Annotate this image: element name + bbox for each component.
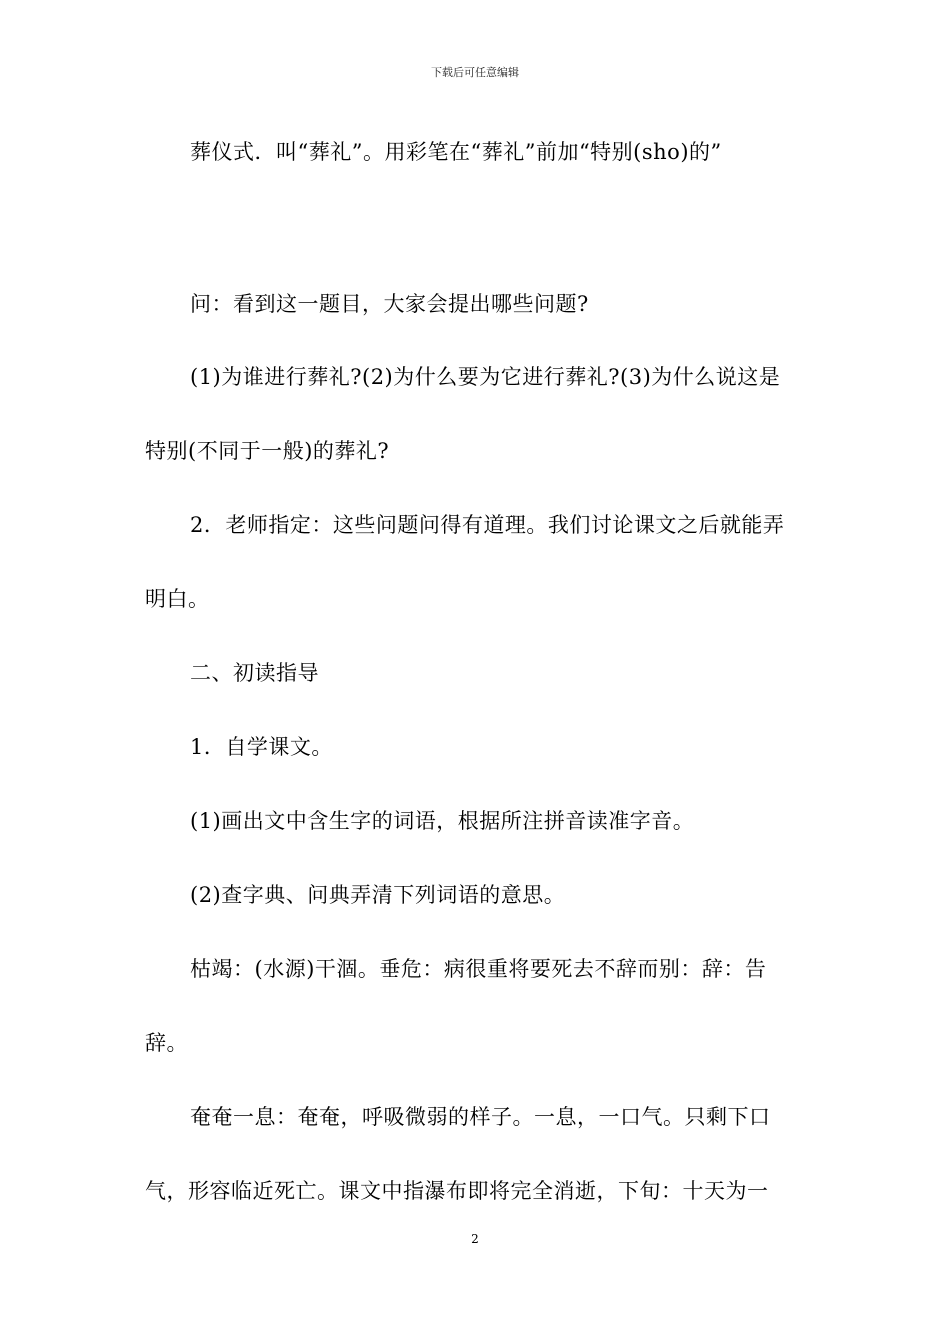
paragraph-line: 2．老师指定：这些问题问得有道理。我们讨论课文之后就能弄 [190, 513, 785, 537]
paragraph-line: (2)查字典、问典弄清下列词语的意思。 [190, 883, 566, 907]
page-number: 2 [471, 1232, 479, 1246]
paragraph-line: (1)画出文中含生字的词语，根据所注拼音读准字音。 [190, 809, 695, 833]
paragraph-line: 气，形容临近死亡。课文中指瀑布即将完全消逝，下旬：十天为一 [145, 1179, 769, 1203]
section-heading: 二、初读指导 [190, 661, 319, 685]
page-header: 下载后可任意编辑 [431, 66, 519, 79]
paragraph-line: 1．自学课文。 [190, 735, 333, 759]
paragraph-line: (1)为谁进行葬礼?(2)为什么要为它进行葬礼?(3)为什么说这是 [190, 365, 781, 389]
paragraph-line: 问：看到这一题目，大家会提出哪些问题? [190, 292, 589, 316]
paragraph-line: 辞。 [145, 1031, 188, 1055]
paragraph-line: 明白。 [145, 587, 210, 611]
paragraph-line: 特别(不同于一般)的葬礼? [145, 439, 390, 463]
paragraph-line: 奄奄一息：奄奄，呼吸微弱的样子。一息，一口气。只剩下口 [190, 1105, 771, 1129]
paragraph-line: 枯竭：(水源)干涸。垂危：病很重将要死去不辞而别：辞：告 [190, 957, 767, 981]
paragraph-line: 葬仪式．叫“葬礼”。用彩笔在“葬礼”前加“特别(sho)的” [190, 140, 722, 164]
